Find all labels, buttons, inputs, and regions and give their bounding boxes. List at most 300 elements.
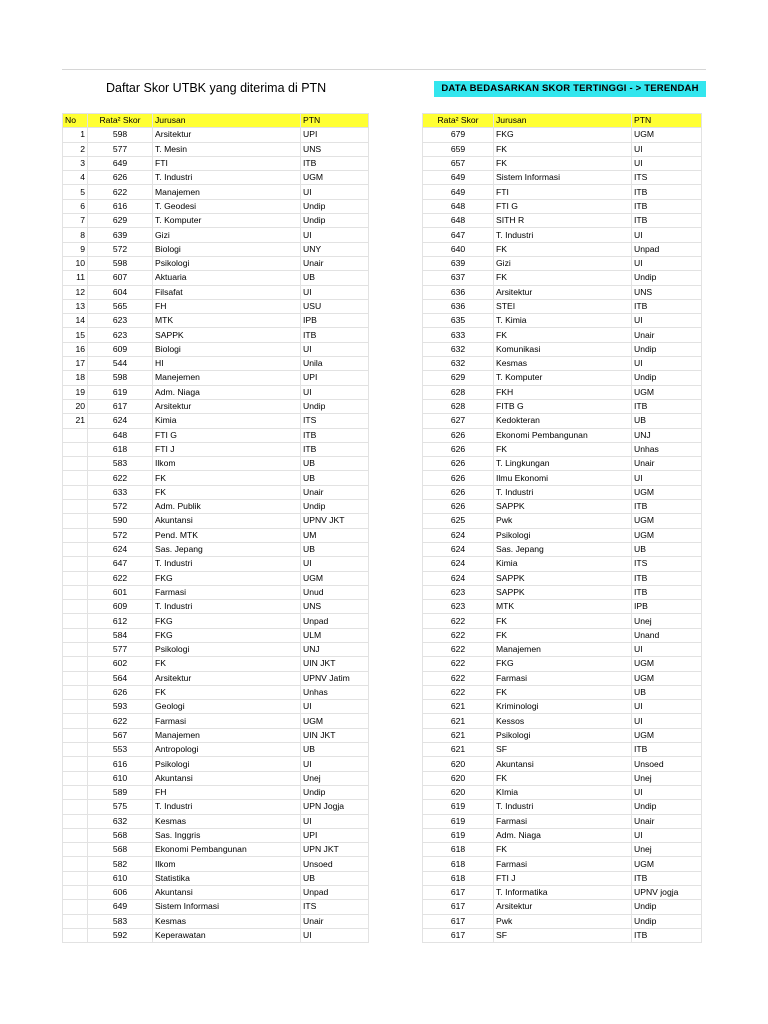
cell-skor[interactable]: 626 — [423, 428, 494, 442]
cell-skor[interactable]: 544 — [88, 357, 153, 371]
cell-jurusan[interactable]: Pwk — [494, 514, 632, 528]
cell-ptn[interactable]: Unej — [632, 614, 702, 628]
cell-ptn[interactable]: UGM — [632, 485, 702, 499]
cell-jurusan[interactable]: MTK — [494, 600, 632, 614]
cell-ptn[interactable]: IPB — [632, 600, 702, 614]
cell-ptn[interactable]: Unair — [632, 814, 702, 828]
cell-skor[interactable]: 637 — [423, 271, 494, 285]
cell-jurusan[interactable]: SITH R — [494, 214, 632, 228]
cell-ptn[interactable]: UNJ — [632, 428, 702, 442]
cell-jurusan[interactable]: FK — [494, 242, 632, 256]
cell-skor[interactable]: 622 — [423, 642, 494, 656]
cell-jurusan[interactable]: STEI — [494, 299, 632, 313]
cell-ptn[interactable]: UI — [632, 357, 702, 371]
cell-skor[interactable]: 577 — [88, 642, 153, 656]
cell-ptn[interactable]: Unair — [301, 485, 369, 499]
cell-no[interactable] — [63, 785, 88, 799]
cell-ptn[interactable]: UIN JKT — [301, 728, 369, 742]
cell-skor[interactable]: 621 — [423, 700, 494, 714]
header-skor[interactable]: Rata² Skor — [423, 114, 494, 128]
cell-no[interactable] — [63, 685, 88, 699]
cell-skor[interactable]: 622 — [423, 657, 494, 671]
cell-jurusan[interactable]: Gizi — [494, 256, 632, 270]
cell-jurusan[interactable]: Sistem Informasi — [153, 900, 301, 914]
cell-ptn[interactable]: ITB — [301, 156, 369, 170]
cell-ptn[interactable]: USU — [301, 299, 369, 313]
cell-jurusan[interactable]: KImia — [494, 785, 632, 799]
cell-jurusan[interactable]: Kimia — [153, 414, 301, 428]
cell-jurusan[interactable]: FK — [494, 771, 632, 785]
cell-skor[interactable]: 632 — [88, 814, 153, 828]
cell-skor[interactable]: 617 — [88, 399, 153, 413]
cell-skor[interactable]: 628 — [423, 385, 494, 399]
cell-skor[interactable]: 618 — [423, 871, 494, 885]
cell-jurusan[interactable]: FKH — [494, 385, 632, 399]
cell-jurusan[interactable]: Farmasi — [153, 585, 301, 599]
cell-no[interactable]: 5 — [63, 185, 88, 199]
cell-ptn[interactable]: UB — [632, 542, 702, 556]
cell-ptn[interactable]: UPI — [301, 128, 369, 142]
cell-no[interactable]: 18 — [63, 371, 88, 385]
cell-skor[interactable]: 627 — [423, 414, 494, 428]
cell-skor[interactable]: 610 — [88, 771, 153, 785]
cell-skor[interactable]: 622 — [88, 185, 153, 199]
cell-ptn[interactable]: Unhas — [301, 685, 369, 699]
cell-skor[interactable]: 583 — [88, 457, 153, 471]
cell-skor[interactable]: 619 — [423, 800, 494, 814]
cell-ptn[interactable]: UI — [301, 385, 369, 399]
cell-ptn[interactable]: Undip — [301, 785, 369, 799]
cell-jurusan[interactable]: T. Komputer — [494, 371, 632, 385]
cell-jurusan[interactable]: T. Industri — [494, 800, 632, 814]
cell-skor[interactable]: 598 — [88, 128, 153, 142]
cell-ptn[interactable]: Unhas — [632, 442, 702, 456]
cell-skor[interactable]: 617 — [423, 914, 494, 928]
cell-no[interactable]: 1 — [63, 128, 88, 142]
cell-ptn[interactable]: UI — [632, 142, 702, 156]
cell-no[interactable] — [63, 457, 88, 471]
cell-skor[interactable]: 622 — [423, 614, 494, 628]
cell-skor[interactable]: 583 — [88, 914, 153, 928]
cell-ptn[interactable]: UI — [301, 757, 369, 771]
cell-jurusan[interactable]: FKG — [153, 571, 301, 585]
cell-jurusan[interactable]: Sas. Jepang — [153, 542, 301, 556]
cell-jurusan[interactable]: Pwk — [494, 914, 632, 928]
cell-ptn[interactable]: UGM — [301, 571, 369, 585]
cell-no[interactable] — [63, 671, 88, 685]
cell-no[interactable] — [63, 542, 88, 556]
cell-no[interactable] — [63, 800, 88, 814]
cell-ptn[interactable]: UGM — [632, 728, 702, 742]
cell-no[interactable] — [63, 714, 88, 728]
cell-jurusan[interactable]: Psikologi — [153, 256, 301, 270]
cell-ptn[interactable]: UNS — [301, 600, 369, 614]
cell-skor[interactable]: 572 — [88, 528, 153, 542]
cell-no[interactable] — [63, 471, 88, 485]
cell-jurusan[interactable]: Psikologi — [494, 528, 632, 542]
cell-jurusan[interactable]: FTI J — [153, 442, 301, 456]
cell-no[interactable] — [63, 585, 88, 599]
cell-jurusan[interactable]: T. Geodesi — [153, 199, 301, 213]
cell-jurusan[interactable]: T. Industri — [494, 228, 632, 242]
cell-no[interactable]: 11 — [63, 271, 88, 285]
cell-skor[interactable]: 639 — [88, 228, 153, 242]
cell-ptn[interactable]: ITB — [632, 299, 702, 313]
cell-skor[interactable]: 575 — [88, 800, 153, 814]
cell-skor[interactable]: 622 — [423, 628, 494, 642]
cell-ptn[interactable]: IPB — [301, 314, 369, 328]
cell-jurusan[interactable]: Kriminologi — [494, 700, 632, 714]
cell-ptn[interactable]: Unpad — [301, 614, 369, 628]
cell-jurusan[interactable]: Psikologi — [494, 728, 632, 742]
cell-skor[interactable]: 633 — [88, 485, 153, 499]
cell-skor[interactable]: 648 — [423, 199, 494, 213]
cell-ptn[interactable]: Undip — [301, 214, 369, 228]
cell-skor[interactable]: 648 — [423, 214, 494, 228]
cell-no[interactable]: 3 — [63, 156, 88, 170]
cell-jurusan[interactable]: T. Industri — [153, 557, 301, 571]
cell-skor[interactable]: 598 — [88, 256, 153, 270]
cell-jurusan[interactable]: FTI — [153, 156, 301, 170]
cell-ptn[interactable]: UPNV Jatim — [301, 671, 369, 685]
cell-ptn[interactable]: UI — [632, 700, 702, 714]
cell-ptn[interactable]: UPI — [301, 371, 369, 385]
cell-ptn[interactable]: UNS — [632, 285, 702, 299]
cell-ptn[interactable]: UB — [301, 871, 369, 885]
cell-ptn[interactable]: UI — [301, 228, 369, 242]
cell-skor[interactable]: 625 — [423, 514, 494, 528]
cell-no[interactable]: 12 — [63, 285, 88, 299]
cell-skor[interactable]: 589 — [88, 785, 153, 799]
cell-ptn[interactable]: UGM — [632, 657, 702, 671]
cell-skor[interactable]: 647 — [88, 557, 153, 571]
cell-ptn[interactable]: Undip — [301, 500, 369, 514]
cell-skor[interactable]: 621 — [423, 743, 494, 757]
header-jurusan[interactable]: Jurusan — [153, 114, 301, 128]
sorted-data-banner[interactable]: DATA BEDASARKAN SKOR TERTINGGI - > TERENDAH — [434, 81, 706, 97]
cell-jurusan[interactable]: Psikologi — [153, 642, 301, 656]
cell-no[interactable] — [63, 514, 88, 528]
cell-ptn[interactable]: UPNV jogja — [632, 886, 702, 900]
cell-jurusan[interactable]: FK — [153, 685, 301, 699]
cell-jurusan[interactable]: Keperawatan — [153, 928, 301, 942]
sheet-title[interactable]: Daftar Skor UTBK yang diterima di PTN — [106, 81, 327, 95]
cell-ptn[interactable]: UB — [301, 457, 369, 471]
cell-skor[interactable]: 617 — [423, 886, 494, 900]
cell-ptn[interactable]: ITB — [632, 185, 702, 199]
cell-jurusan[interactable]: Adm. Niaga — [153, 385, 301, 399]
cell-skor[interactable]: 572 — [88, 242, 153, 256]
cell-skor[interactable]: 610 — [88, 871, 153, 885]
cell-jurusan[interactable]: FTI G — [494, 199, 632, 213]
cell-ptn[interactable]: Unej — [632, 771, 702, 785]
cell-skor[interactable]: 639 — [423, 256, 494, 270]
cell-skor[interactable]: 564 — [88, 671, 153, 685]
cell-skor[interactable]: 626 — [423, 457, 494, 471]
cell-jurusan[interactable]: Ilkom — [153, 457, 301, 471]
cell-ptn[interactable]: UPNV JKT — [301, 514, 369, 528]
cell-no[interactable] — [63, 900, 88, 914]
cell-skor[interactable]: 623 — [88, 314, 153, 328]
cell-ptn[interactable]: Unair — [632, 457, 702, 471]
cell-ptn[interactable]: Unair — [301, 914, 369, 928]
cell-jurusan[interactable]: Gizi — [153, 228, 301, 242]
cell-ptn[interactable]: Unsoed — [301, 857, 369, 871]
cell-skor[interactable]: 617 — [423, 900, 494, 914]
cell-jurusan[interactable]: Statistika — [153, 871, 301, 885]
cell-ptn[interactable]: UB — [301, 271, 369, 285]
cell-ptn[interactable]: ITB — [301, 428, 369, 442]
cell-skor[interactable]: 679 — [423, 128, 494, 142]
cell-skor[interactable]: 622 — [88, 471, 153, 485]
cell-ptn[interactable]: UI — [301, 700, 369, 714]
cell-jurusan[interactable]: Manajemen — [494, 642, 632, 656]
cell-jurusan[interactable]: Akuntansi — [153, 886, 301, 900]
cell-jurusan[interactable]: T. Mesin — [153, 142, 301, 156]
cell-jurusan[interactable]: T. Informatika — [494, 886, 632, 900]
cell-ptn[interactable]: UGM — [632, 385, 702, 399]
cell-ptn[interactable]: UI — [632, 156, 702, 170]
cell-skor[interactable]: 620 — [423, 785, 494, 799]
cell-jurusan[interactable]: Komunikasi — [494, 342, 632, 356]
cell-ptn[interactable]: Undip — [632, 371, 702, 385]
cell-ptn[interactable]: ITS — [632, 171, 702, 185]
cell-no[interactable] — [63, 771, 88, 785]
cell-skor[interactable]: 618 — [88, 442, 153, 456]
cell-ptn[interactable]: Undip — [632, 800, 702, 814]
cell-ptn[interactable]: Unej — [632, 843, 702, 857]
cell-jurusan[interactable]: Manajemen — [153, 728, 301, 742]
cell-jurusan[interactable]: Akuntansi — [494, 757, 632, 771]
cell-ptn[interactable]: UB — [301, 471, 369, 485]
cell-no[interactable] — [63, 857, 88, 871]
cell-ptn[interactable]: Undip — [301, 199, 369, 213]
cell-skor[interactable]: 649 — [423, 185, 494, 199]
cell-skor[interactable]: 640 — [423, 242, 494, 256]
cell-no[interactable] — [63, 700, 88, 714]
cell-jurusan[interactable]: T. Komputer — [153, 214, 301, 228]
cell-jurusan[interactable]: FTI G — [153, 428, 301, 442]
cell-jurusan[interactable]: T. Kimia — [494, 314, 632, 328]
cell-ptn[interactable]: UI — [632, 256, 702, 270]
cell-ptn[interactable]: Unud — [301, 585, 369, 599]
cell-skor[interactable]: 626 — [88, 171, 153, 185]
cell-ptn[interactable]: UB — [301, 542, 369, 556]
cell-skor[interactable]: 623 — [88, 328, 153, 342]
cell-jurusan[interactable]: T. Industri — [153, 171, 301, 185]
cell-jurusan[interactable]: MTK — [153, 314, 301, 328]
cell-jurusan[interactable]: Ekonomi Pembangunan — [494, 428, 632, 442]
cell-skor[interactable]: 568 — [88, 843, 153, 857]
cell-ptn[interactable]: UIN JKT — [301, 657, 369, 671]
cell-skor[interactable]: 629 — [88, 214, 153, 228]
cell-skor[interactable]: 616 — [88, 757, 153, 771]
cell-skor[interactable]: 622 — [88, 571, 153, 585]
cell-ptn[interactable]: ITB — [632, 743, 702, 757]
cell-skor[interactable]: 618 — [423, 857, 494, 871]
cell-jurusan[interactable]: FKG — [494, 657, 632, 671]
cell-jurusan[interactable]: Sistem Informasi — [494, 171, 632, 185]
cell-no[interactable]: 13 — [63, 299, 88, 313]
cell-skor[interactable]: 624 — [423, 528, 494, 542]
cell-jurusan[interactable]: Psikologi — [153, 757, 301, 771]
cell-no[interactable]: 20 — [63, 399, 88, 413]
cell-no[interactable] — [63, 642, 88, 656]
cell-skor[interactable]: 620 — [423, 757, 494, 771]
cell-ptn[interactable]: UGM — [632, 128, 702, 142]
cell-jurusan[interactable]: Filsafat — [153, 285, 301, 299]
cell-jurusan[interactable]: FK — [153, 471, 301, 485]
cell-no[interactable]: 4 — [63, 171, 88, 185]
cell-ptn[interactable]: UPN JKT — [301, 843, 369, 857]
cell-ptn[interactable]: UGM — [301, 714, 369, 728]
cell-ptn[interactable]: ITS — [301, 900, 369, 914]
cell-skor[interactable]: 622 — [423, 671, 494, 685]
cell-skor[interactable]: 619 — [423, 814, 494, 828]
cell-skor[interactable]: 609 — [88, 600, 153, 614]
cell-jurusan[interactable]: SAPPK — [494, 571, 632, 585]
cell-skor[interactable]: 612 — [88, 614, 153, 628]
cell-jurusan[interactable]: Sas. Jepang — [494, 542, 632, 556]
cell-no[interactable] — [63, 757, 88, 771]
cell-jurusan[interactable]: Biologi — [153, 342, 301, 356]
cell-no[interactable] — [63, 886, 88, 900]
cell-jurusan[interactable]: Kesmas — [153, 814, 301, 828]
cell-jurusan[interactable]: Akuntansi — [153, 514, 301, 528]
cell-ptn[interactable]: UI — [301, 928, 369, 942]
cell-jurusan[interactable]: Adm. Publik — [153, 500, 301, 514]
cell-jurusan[interactable]: Farmasi — [494, 814, 632, 828]
cell-skor[interactable]: 659 — [423, 142, 494, 156]
cell-no[interactable]: 14 — [63, 314, 88, 328]
cell-jurusan[interactable]: Manejemen — [153, 371, 301, 385]
cell-ptn[interactable]: UM — [301, 528, 369, 542]
cell-jurusan[interactable]: Kesmas — [153, 914, 301, 928]
cell-skor[interactable]: 628 — [423, 399, 494, 413]
cell-jurusan[interactable]: Arsitektur — [153, 399, 301, 413]
cell-ptn[interactable]: ITB — [632, 571, 702, 585]
cell-ptn[interactable]: Unair — [301, 256, 369, 270]
cell-skor[interactable]: 633 — [423, 328, 494, 342]
cell-ptn[interactable]: UB — [301, 743, 369, 757]
cell-no[interactable] — [63, 728, 88, 742]
cell-ptn[interactable]: ITB — [632, 928, 702, 942]
header-ptn[interactable]: PTN — [632, 114, 702, 128]
cell-jurusan[interactable]: Pend. MTK — [153, 528, 301, 542]
cell-no[interactable] — [63, 628, 88, 642]
cell-skor[interactable]: 624 — [88, 542, 153, 556]
cell-ptn[interactable]: UGM — [632, 528, 702, 542]
cell-ptn[interactable]: ITB — [632, 585, 702, 599]
cell-ptn[interactable]: UI — [301, 557, 369, 571]
cell-jurusan[interactable]: T. Industri — [494, 485, 632, 499]
cell-no[interactable] — [63, 871, 88, 885]
cell-jurusan[interactable]: SAPPK — [494, 585, 632, 599]
cell-no[interactable]: 7 — [63, 214, 88, 228]
cell-no[interactable]: 21 — [63, 414, 88, 428]
cell-ptn[interactable]: UI — [632, 785, 702, 799]
cell-no[interactable]: 6 — [63, 199, 88, 213]
cell-ptn[interactable]: UI — [632, 828, 702, 842]
cell-ptn[interactable]: Unej — [301, 771, 369, 785]
cell-ptn[interactable]: UI — [632, 714, 702, 728]
cell-jurusan[interactable]: Farmasi — [494, 671, 632, 685]
cell-ptn[interactable]: UI — [632, 314, 702, 328]
cell-no[interactable]: 8 — [63, 228, 88, 242]
cell-ptn[interactable]: UI — [301, 285, 369, 299]
cell-no[interactable]: 15 — [63, 328, 88, 342]
cell-skor[interactable]: 632 — [423, 342, 494, 356]
cell-jurusan[interactable]: T. Industri — [153, 600, 301, 614]
header-no[interactable]: No — [63, 114, 88, 128]
cell-ptn[interactable]: ITS — [632, 557, 702, 571]
cell-no[interactable] — [63, 828, 88, 842]
cell-no[interactable] — [63, 814, 88, 828]
cell-skor[interactable]: 590 — [88, 514, 153, 528]
header-skor[interactable]: Rata² Skor — [88, 114, 153, 128]
cell-skor[interactable]: 593 — [88, 700, 153, 714]
cell-ptn[interactable]: Unsoed — [632, 757, 702, 771]
cell-skor[interactable]: 567 — [88, 728, 153, 742]
cell-no[interactable]: 9 — [63, 242, 88, 256]
cell-ptn[interactable]: ITB — [301, 328, 369, 342]
cell-jurusan[interactable]: Ilmu Ekonomi — [494, 471, 632, 485]
cell-no[interactable] — [63, 743, 88, 757]
cell-jurusan[interactable]: SAPPK — [494, 500, 632, 514]
cell-skor[interactable]: 636 — [423, 299, 494, 313]
cell-ptn[interactable]: Undip — [301, 399, 369, 413]
cell-jurusan[interactable]: Farmasi — [494, 857, 632, 871]
cell-no[interactable] — [63, 914, 88, 928]
cell-jurusan[interactable]: FTI J — [494, 871, 632, 885]
cell-jurusan[interactable]: FK — [494, 156, 632, 170]
cell-skor[interactable]: 648 — [88, 428, 153, 442]
cell-skor[interactable]: 618 — [423, 843, 494, 857]
cell-skor[interactable]: 553 — [88, 743, 153, 757]
cell-skor[interactable]: 626 — [423, 485, 494, 499]
cell-jurusan[interactable]: SAPPK — [153, 328, 301, 342]
cell-jurusan[interactable]: Geologi — [153, 700, 301, 714]
cell-skor[interactable]: 624 — [423, 542, 494, 556]
cell-skor[interactable]: 598 — [88, 371, 153, 385]
cell-jurusan[interactable]: Antropologi — [153, 743, 301, 757]
cell-ptn[interactable]: Undip — [632, 900, 702, 914]
header-ptn[interactable]: PTN — [301, 114, 369, 128]
cell-skor[interactable]: 601 — [88, 585, 153, 599]
cell-skor[interactable]: 607 — [88, 271, 153, 285]
cell-no[interactable]: 17 — [63, 357, 88, 371]
cell-jurusan[interactable]: FK — [153, 657, 301, 671]
cell-ptn[interactable]: UI — [632, 228, 702, 242]
cell-jurusan[interactable]: Kimia — [494, 557, 632, 571]
cell-jurusan[interactable]: FK — [494, 328, 632, 342]
cell-ptn[interactable]: UGM — [632, 671, 702, 685]
cell-jurusan[interactable]: FITB G — [494, 399, 632, 413]
cell-skor[interactable]: 620 — [423, 771, 494, 785]
cell-ptn[interactable]: Unila — [301, 357, 369, 371]
cell-jurusan[interactable]: FH — [153, 299, 301, 313]
cell-ptn[interactable]: Undip — [632, 342, 702, 356]
cell-no[interactable] — [63, 600, 88, 614]
cell-jurusan[interactable]: Ilkom — [153, 857, 301, 871]
cell-jurusan[interactable]: FK — [494, 271, 632, 285]
cell-ptn[interactable]: UB — [632, 414, 702, 428]
cell-skor[interactable]: 609 — [88, 342, 153, 356]
cell-skor[interactable]: 636 — [423, 285, 494, 299]
cell-ptn[interactable]: UI — [632, 642, 702, 656]
cell-ptn[interactable]: UI — [301, 342, 369, 356]
cell-no[interactable] — [63, 657, 88, 671]
